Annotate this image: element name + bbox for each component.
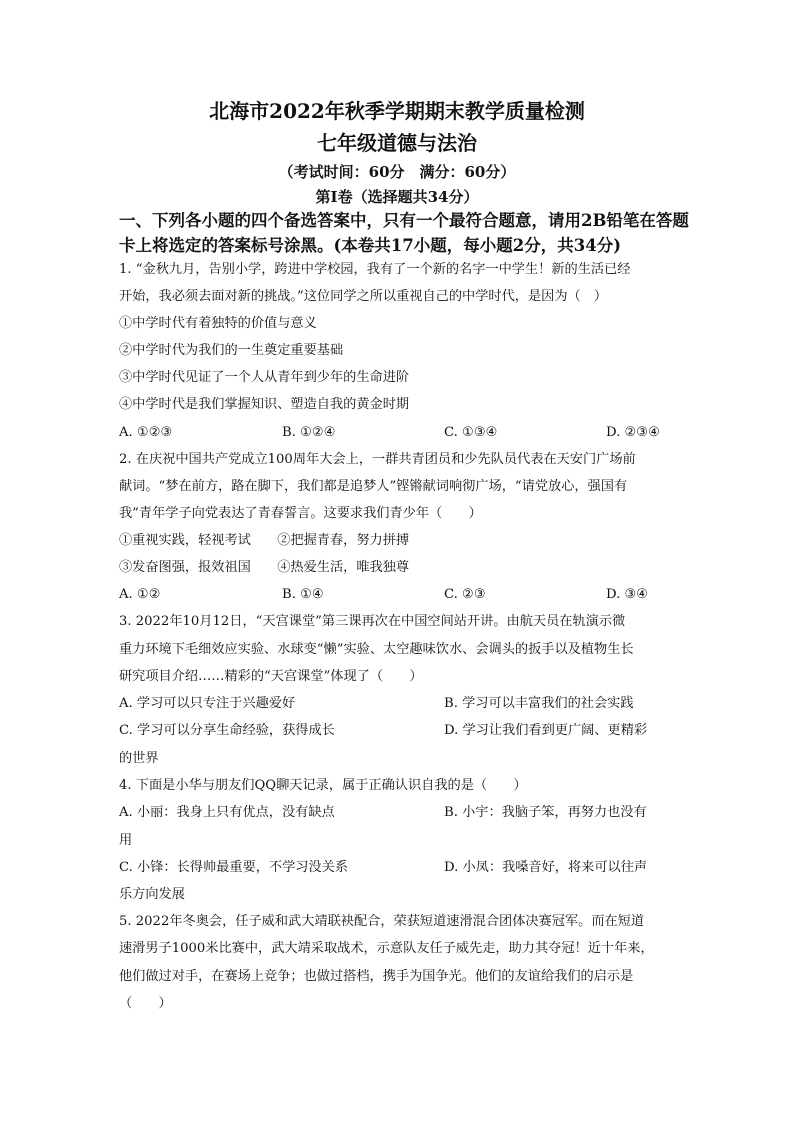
option-a: A. ①②③ bbox=[119, 425, 173, 440]
section-instruction-line-2: 卡上将选定的答案标号涂黑。(本卷共17小题，每小题2分，共34分) bbox=[119, 236, 622, 255]
option-a: A. 学习可以只专注于兴趣爱好 bbox=[119, 696, 296, 711]
option-d-continuation: 的世界 bbox=[119, 751, 159, 766]
statement-item: ③发奋图强，报效祖国 ④热爱生活，唯我独尊 bbox=[119, 560, 410, 575]
option-d-continuation: 乐方向发展 bbox=[119, 887, 185, 902]
question-text-line: 3. 2022年10月12日，“天宫课堂”第三课再次在中国空间站开讲。由航天员在轨演示微 bbox=[119, 614, 626, 629]
option-b: B. ①②④ bbox=[282, 425, 336, 440]
option-c: C. 小锋：长得帅最重要，不学习没关系 bbox=[119, 860, 349, 875]
option-b: B. 小宇：我脑子笨，再努力也没有 bbox=[444, 805, 647, 820]
subject-title: 七年级道德与法治 bbox=[317, 131, 477, 155]
answer-blank: （ ） bbox=[119, 996, 172, 1011]
statement-item: ①重视实践，轻视考试 ②把握青春，努力拼搏 bbox=[119, 533, 410, 548]
option-b-continuation: 用 bbox=[119, 833, 133, 848]
option-d: D. ②③④ bbox=[606, 425, 660, 440]
exam-info: （考试时间：60分 满分：60分） bbox=[278, 163, 516, 181]
option-c: C. ②③ bbox=[444, 587, 486, 602]
question-text-line: 献词。“梦在前方，路在脚下，我们都是追梦人”铿锵献词响彻广场，“请党放心，强国有 bbox=[119, 479, 628, 494]
question-text-line: 他们做过对手，在赛场上竞争；也做过搭档，携手为国争光。他们的友谊给我们的启示是 bbox=[119, 969, 634, 984]
question-text-line: 1. “金秋九月，告别小学，跨进中学校园，我有了一个新的名字一中学生！新的生活已经 bbox=[119, 262, 631, 277]
statement-item: ②中学时代为我们的一生奠定重要基础 bbox=[119, 343, 344, 358]
option-d: D. 小凤：我嗓音好，将来可以往声 bbox=[444, 860, 648, 875]
part-title: 第Ⅰ卷（选择题共34分） bbox=[315, 188, 479, 206]
option-a: A. ①② bbox=[119, 587, 161, 602]
statement-item: ③中学时代见证了一个人从青年到少年的生命进阶 bbox=[119, 370, 410, 385]
question-text-line: 2. 在庆祝中国共产党成立100周年大会上，一群共青团员和少先队员代表在天安门广场前 bbox=[119, 452, 636, 467]
option-c: C. ①③④ bbox=[444, 425, 498, 440]
question-text-line: 开始，我必须去面对新的挑战。”这位同学之所以重视自己的中学时代，是因为（ ） bbox=[119, 289, 608, 304]
question-text-line: 重力环境下毛细效应实验、水球变“懒”实验、太空趣味饮水、会调头的扳手以及植物生长 bbox=[119, 642, 634, 657]
section-instruction-line-1: 一、下列各小题的四个备选答案中，只有一个最符合题意，请用2B铅笔在答题 bbox=[119, 211, 689, 230]
question-text-line: 4. 下面是小华与朋友们QQ聊天记录，属于正确认识自我的是（ ） bbox=[119, 778, 527, 793]
statement-item: ①中学时代有着独特的价值与意义 bbox=[119, 316, 317, 331]
option-d: D. ③④ bbox=[606, 587, 649, 602]
exam-title: 北海市2022年秋季学期期末教学质量检测 bbox=[209, 99, 585, 123]
question-text-line: 5. 2022年冬奥会，任子威和武大靖联袂配合，荣获短道速滑混合团体决赛冠军。而在短道 bbox=[119, 914, 645, 929]
question-text-line: 我”青年学子向党表达了青春誓言。这要求我们青少年（ ） bbox=[119, 506, 482, 521]
option-d: D. 学习让我们看到更广阔、更精彩 bbox=[444, 723, 648, 738]
question-text-line: 速滑男子1000米比赛中，武大靖采取战术，示意队友任子威先走，助力其夺冠！近十年来， bbox=[119, 941, 654, 956]
statement-item: ④中学时代是我们掌握知识、塑造自我的黄金时期 bbox=[119, 397, 410, 412]
option-b: B. ①④ bbox=[282, 587, 324, 602]
option-c: C. 学习可以分享生命经验，获得成长 bbox=[119, 723, 335, 738]
question-text-line: 研究项目介绍……精彩的“天宫课堂”体现了（ ） bbox=[119, 669, 423, 684]
option-b: B. 学习可以丰富我们的社会实践 bbox=[444, 696, 634, 711]
option-a: A. 小丽：我身上只有优点，没有缺点 bbox=[119, 805, 335, 820]
